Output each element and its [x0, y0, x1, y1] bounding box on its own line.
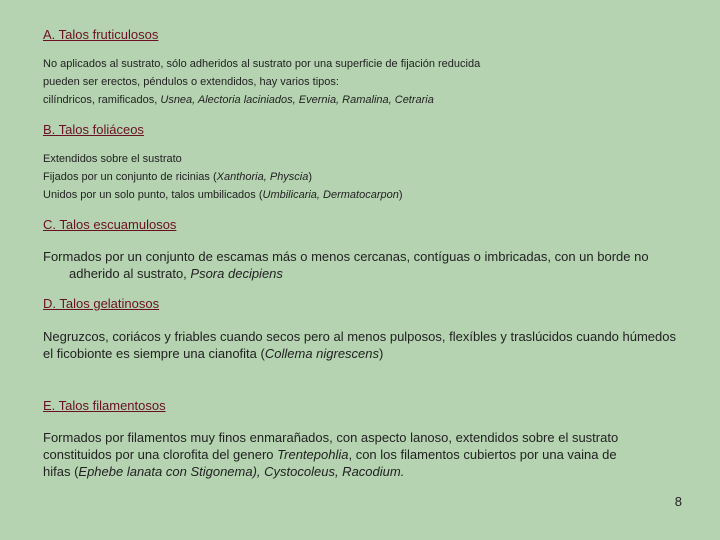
section-a-species: Usnea, Alectoria laciniados, Evernia, Ramalina, Cetraria [160, 94, 434, 106]
section-b-line-3-text: Unidos por un solo punto, talos umbilicados ( [43, 189, 263, 201]
page-number: 8 [674, 494, 682, 509]
section-b-line-2 [43, 168, 683, 186]
section-e-line-1: Formados por filamentos muy finos enmarañados, con aspecto lanoso, extendidos sobre el sustrato [43, 430, 619, 445]
section-e-line-2-suffix: , con los filamentos cubiertos por una vaina de [348, 447, 617, 462]
section-a-line-3 [43, 91, 683, 109]
section-c-paragraph [43, 248, 679, 282]
section-c-text: Formados por un conjunto de escamas más o menos cercanas, contíguas o imbricadas, con un borde no adherido al sustrato, [43, 249, 649, 281]
section-d-line-1: Negruzcos, coriácos y friables cuando secos pero al menos pulposos, flexíbles y traslúcidos cuando húmedos [43, 329, 677, 344]
section-e-line-3 [43, 463, 679, 480]
section-e-body [43, 429, 679, 480]
section-e-species: Ephebe lanata con Stigonema), Cystocoleus, Racodium. [78, 464, 405, 479]
section-e-line-3-prefix: hifas ( [43, 464, 79, 479]
section-c-title: C. Talos escuamulosos [43, 217, 177, 232]
section-d-line-2 [43, 345, 679, 362]
section-d-line-2-close: ) [379, 346, 384, 361]
section-c-body [43, 248, 679, 282]
section-b-body [43, 150, 683, 204]
section-d-line-2-text: el ficobionte es siempre una cianofita ( [43, 346, 265, 361]
section-b-line-1: Extendidos sobre el sustrato [43, 153, 182, 165]
section-b-line-3 [43, 186, 683, 204]
section-a-title: A. Talos fruticulosos [43, 27, 159, 42]
section-e-line-2-text [43, 446, 617, 463]
section-b-line-3-close: ) [398, 189, 403, 201]
section-b-line-2-text: Fijados por un conjunto de ricinias ( [43, 171, 217, 183]
section-d-title: D. Talos gelatinosos [43, 296, 160, 311]
section-e-line-2-prefix: constituidos por una clorofita del genero [43, 447, 278, 462]
section-b-title: B. Talos foliáceos [43, 122, 144, 137]
section-d-body [43, 328, 679, 362]
section-d-species: Collema nigrescens [264, 346, 380, 361]
section-b-line-2-species: Xanthoria, Physcia [216, 171, 309, 183]
section-b-line-2-close: ) [308, 171, 313, 183]
section-b-line-3-species: Umbilicaria, Dermatocarpon [262, 189, 399, 201]
section-a-line-2: pueden ser erectos, péndulos o extendidos, hay varios tipos: [43, 76, 339, 88]
section-a-line-1: No aplicados al sustrato, sólo adheridos al sustrato por una superficie de fijación reducida [43, 58, 481, 70]
section-a-body [43, 55, 683, 109]
section-c-species: Psora decipiens [190, 266, 283, 281]
section-e-line-2 [43, 446, 679, 463]
section-a-line-3-text: cilíndricos, ramificados, [43, 94, 161, 106]
section-e-title: E. Talos filamentosos [43, 398, 166, 413]
section-e-genus: Trentepohlia [277, 447, 349, 462]
